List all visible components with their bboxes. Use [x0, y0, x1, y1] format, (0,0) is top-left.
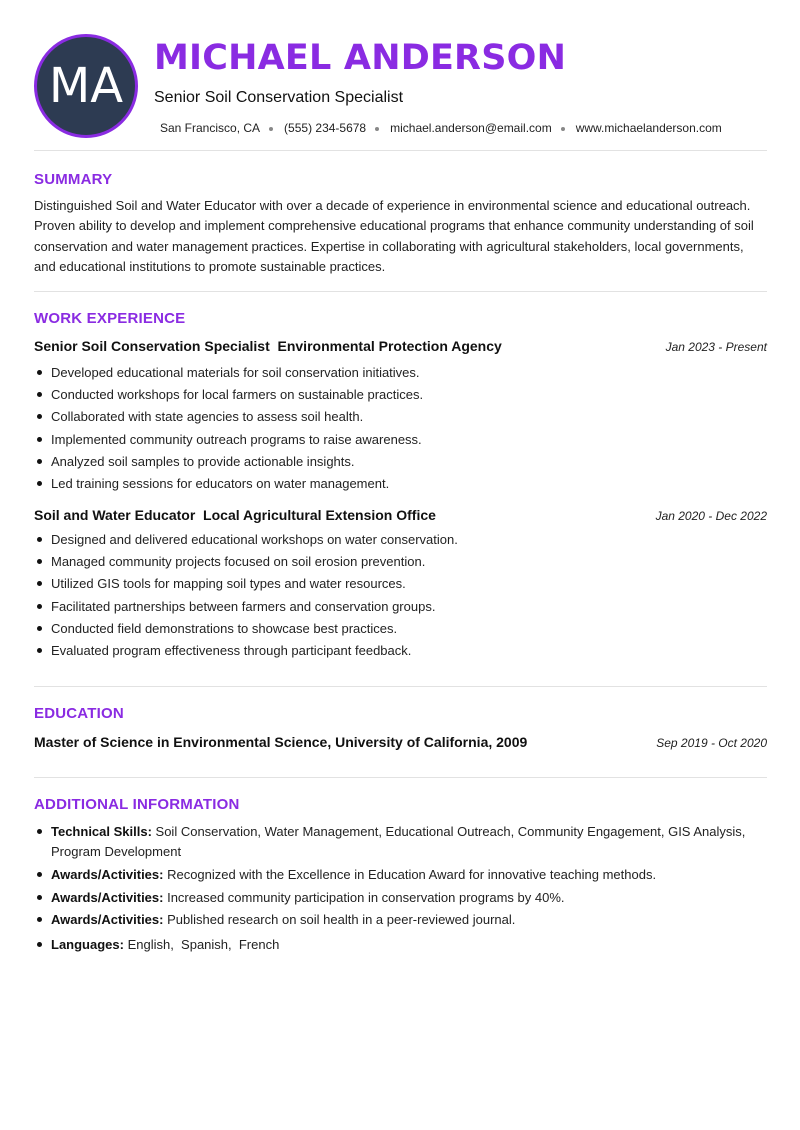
- job-bullets: [34, 364, 767, 497]
- summary-heading: SUMMARY: [34, 171, 113, 188]
- list-item: Led training sessions for educators on water management.: [34, 475, 767, 497]
- item-label: Technical Skills:: [51, 824, 152, 839]
- item-label: Awards/Activities:: [51, 867, 164, 882]
- job-dates: Jan 2020 - Dec 2022: [655, 509, 767, 523]
- job-bullets: [34, 531, 767, 664]
- contact-website[interactable]: www.michaelanderson.com: [575, 121, 722, 135]
- list-item: Analyzed soil samples to provide actionable insights.: [34, 453, 767, 475]
- education-dates: Sep 2019 - Oct 2020: [656, 736, 767, 750]
- additional-heading: ADDITIONAL INFORMATION: [34, 796, 240, 813]
- list-item: Collaborated with state agencies to assess soil health.: [34, 408, 767, 430]
- item-text: Recognized with the Excellence in Education Award for innovative teaching methods.: [163, 867, 657, 882]
- candidate-name: MICHAEL ANDERSON: [154, 38, 567, 78]
- item-text: English, Spanish, French: [123, 936, 280, 952]
- job-role: Soil and Water Educator Local Agricultural Extension Office: [34, 507, 436, 523]
- list-item: Designed and delivered educational workshops on water conservation.: [34, 531, 767, 553]
- divider: [34, 150, 767, 151]
- item-text: Soil Conservation, Water Management, Educational Outreach, Community Engagement, GIS Analysis, Program Development: [51, 824, 746, 859]
- education-heading: EDUCATION: [34, 705, 124, 722]
- divider: [34, 686, 767, 687]
- separator-dot-icon: [375, 127, 379, 131]
- contact-location: San Francisco, CA: [160, 121, 261, 135]
- additional-list: [34, 822, 767, 954]
- item-label: Awards/Activities:: [51, 912, 164, 927]
- education-entry: [34, 734, 767, 752]
- list-item: Developed educational materials for soil conservation initiatives.: [34, 364, 767, 386]
- avatar-initials: MA: [48, 58, 124, 114]
- list-item: [34, 910, 767, 930]
- list-item: Conducted workshops for local farmers on sustainable practices.: [34, 386, 767, 408]
- list-item: Conducted field demonstrations to showcase best practices.: [34, 620, 767, 642]
- list-item: Implemented community outreach programs to raise awareness.: [34, 431, 767, 453]
- contact-phone: (555) 234-5678: [284, 121, 367, 135]
- contact-email[interactable]: michael.anderson@email.com: [390, 121, 552, 135]
- list-item: [34, 888, 767, 908]
- separator-dot-icon: [561, 127, 565, 131]
- experience-heading: WORK EXPERIENCE: [34, 310, 186, 327]
- avatar: [34, 34, 138, 138]
- summary-text: Distinguished Soil and Water Educator with over a decade of experience in environmental science and educational outreach. Proven ability to develop and implement comprehensive educational programs that enhance community understanding of soil conservation and water management practices. Expertise in collaborating with agricultural stakeholders, local governments, and educational institutions to promote sustainable practices.: [34, 198, 754, 274]
- item-label: Languages:: [51, 936, 124, 952]
- job-header: [34, 338, 767, 356]
- list-item: Managed community projects focused on soil erosion prevention.: [34, 553, 767, 575]
- list-item: Facilitated partnerships between farmers and conservation groups.: [34, 598, 767, 620]
- item-label: Awards/Activities:: [51, 889, 164, 905]
- job-role: Senior Soil Conservation Specialist Environmental Protection Agency: [34, 338, 502, 354]
- item-text: Increased community participation in conservation programs by 40%.: [163, 889, 565, 905]
- item-text: Published research on soil health in a peer-reviewed journal.: [163, 912, 516, 927]
- contact-line: [160, 121, 722, 135]
- divider: [34, 291, 767, 292]
- list-item: [34, 822, 767, 861]
- list-item: [34, 935, 767, 955]
- separator-dot-icon: [269, 127, 273, 131]
- degree: Master of Science in Environmental Science, University of California, 2009: [34, 734, 528, 750]
- job-dates: Jan 2023 - Present: [665, 340, 767, 354]
- list-item: Utilized GIS tools for mapping soil types and water resources.: [34, 575, 767, 597]
- divider: [34, 777, 767, 778]
- list-item: [34, 865, 767, 885]
- job-header: [34, 507, 767, 525]
- candidate-title: Senior Soil Conservation Specialist: [154, 89, 404, 106]
- resume-header: [34, 34, 767, 138]
- list-item: Evaluated program effectiveness through participant feedback.: [34, 642, 767, 664]
